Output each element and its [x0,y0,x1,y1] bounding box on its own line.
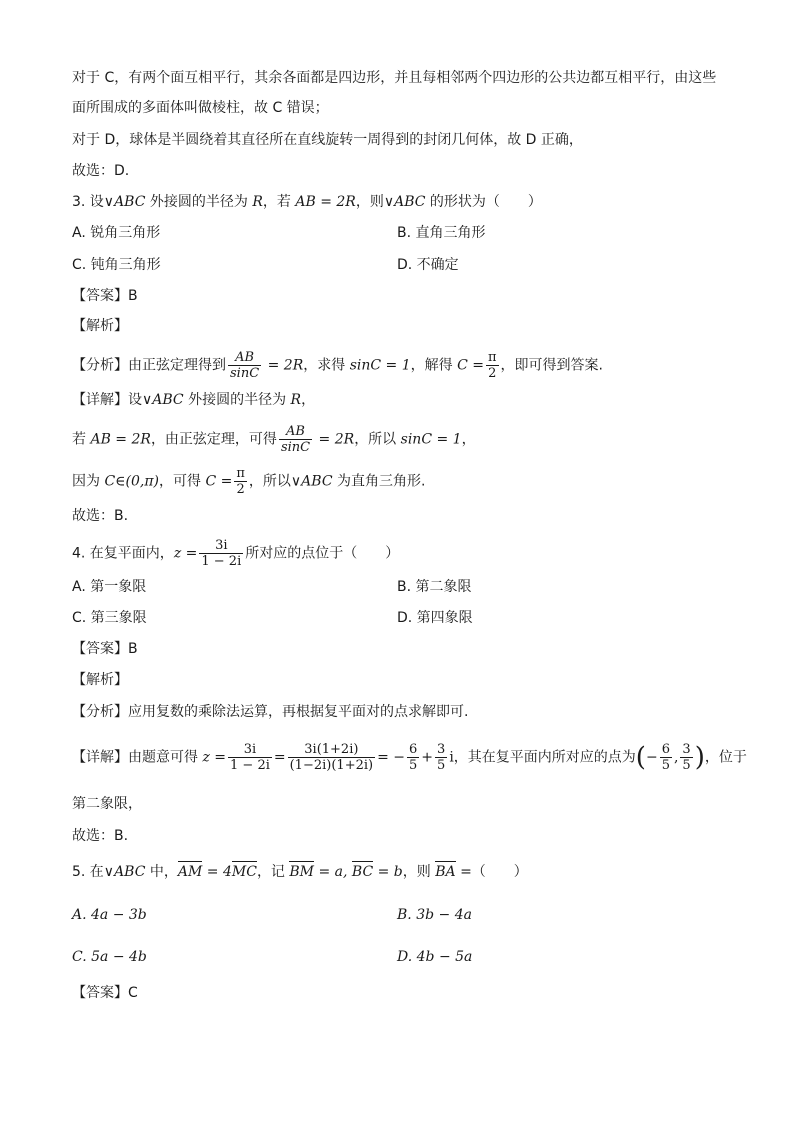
q4-detail-cont: 第二象限， [72,796,142,812]
select-prev: 故选：D. [72,163,130,179]
q3-option-d: D. 不确定 [397,257,459,273]
para-c-line1: 对于 C，有两个面互相平行，其余各面都是四边形，并且每相邻两个四边形的公共边都互相平行，由这些 [72,70,717,86]
q3-option-b: B. 直角三角形 [397,225,486,241]
q4-option-a: A. 第一象限 [72,579,147,595]
q5-option-d: D. 4b − 5a [397,949,473,965]
para-d: 对于 D，球体是半圆绕着其直径所在直线旋转一周得到的封闭几何体，故 D 正确， [72,132,583,148]
q5-answer: 【答案】C [72,985,138,1001]
q4-select: 故选：B. [72,828,129,844]
fraction-3-over-5: $\frac{3}{5}$ [437,742,446,773]
q4-option-c: C. 第三象限 [72,610,147,626]
q5-option-c: C. 5a − 4b [72,949,147,965]
q4-analysis-label: 【解析】 [72,672,128,688]
q3-option-c: C. 钝角三角形 [72,257,161,273]
fraction-pi-over-2-b: $\frac{\pi}{2}$ [236,466,245,497]
q4-option-d: D. 第四象限 [397,610,473,626]
fraction-pi-over-2: $\frac{\pi}{2}$ [488,350,497,381]
q5-stem: 5. 在∨ABC 中，AM = 4MC，记 BM = a, BC = b，则 BA =（ ） [72,864,528,880]
q3-answer: 【答案】B [72,288,138,304]
fraction-6-over-5-b: $\frac{6}{5}$ [661,742,670,773]
q4-stem: 4. 在复平面内，z = $\frac{3i}{1 - 2i}$ 所对应的点位于（ ） [72,538,400,569]
para-c-line2: 面所围成的多面体叫做棱柱，故 C 错误； [72,100,329,116]
q3-detail-line1: 【详解】设∨ABC 外接圆的半径为 R， [72,392,316,408]
fraction-3i-over-1-2i: $\frac{3i}{1 - 2i}$ [201,538,242,569]
left-paren: ( [635,742,646,773]
q3-fenxi: 【分析】由正弦定理得到 $\frac{AB}{\sin C}$ = 2R，求得 sinC = 1，解得 C = $\frac{\pi}{2}$ ，即可得到答案. [72,350,603,381]
q5-option-a: A. 4a − 3b [72,907,147,923]
fraction-3-over-5-b: $\frac{3}{5}$ [682,742,691,773]
right-paren: ) [694,742,705,773]
q5-option-b: B. 3b − 4a [397,907,472,923]
q4-detail: 【详解】由题意可得 z = $\frac{3i}{1 - 2i}$ = $\frac{3i(1+2i)}{(1-2i)(1+2i)}$ = − $\frac{6}{5}$ + $\frac{3}{5}$ i，其在复平面内所对应的点为(− $\frac{6}{5}$ , $\frac{3}{5}$ )，位于 [72,742,747,773]
fraction-expanded: $\frac{3i(1+2i)}{(1-2i)(1+2i)}$ [289,742,374,773]
q3-detail-line3: 因为 C∈(0,π)，可得 C = $\frac{\pi}{2}$ ，所以∨ABC 为直角三角形. [72,466,426,497]
q3-detail-line2: 若 AB = 2R，由正弦定理，可得 $\frac{AB}{\sin C}$ = 2R，所以 sinC = 1， [72,424,476,455]
q4-answer: 【答案】B [72,641,138,657]
q3-option-a: A. 锐角三角形 [72,225,161,241]
fraction-ab-over-sinc: $\frac{AB}{\sin C}$ [230,350,260,381]
fraction-3i-over-1-2i-b: $\frac{3i}{1 - 2i}$ [230,742,270,773]
q4-option-b: B. 第二象限 [397,579,472,595]
q3-analysis-label: 【解析】 [72,318,128,334]
q3-stem: 3. 设∨ABC 外接圆的半径为 R，若 AB = 2R，则∨ABC 的形状为（ ） [72,194,542,210]
fraction-ab-over-sinc-2: $\frac{AB}{\sin C}$ [280,424,311,455]
fraction-6-over-5: $\frac{6}{5}$ [409,742,418,773]
q4-fenxi: 【分析】应用复数的乘除法运算，再根据复平面对的点求解即可. [72,704,469,720]
q3-select: 故选：B. [72,508,129,524]
